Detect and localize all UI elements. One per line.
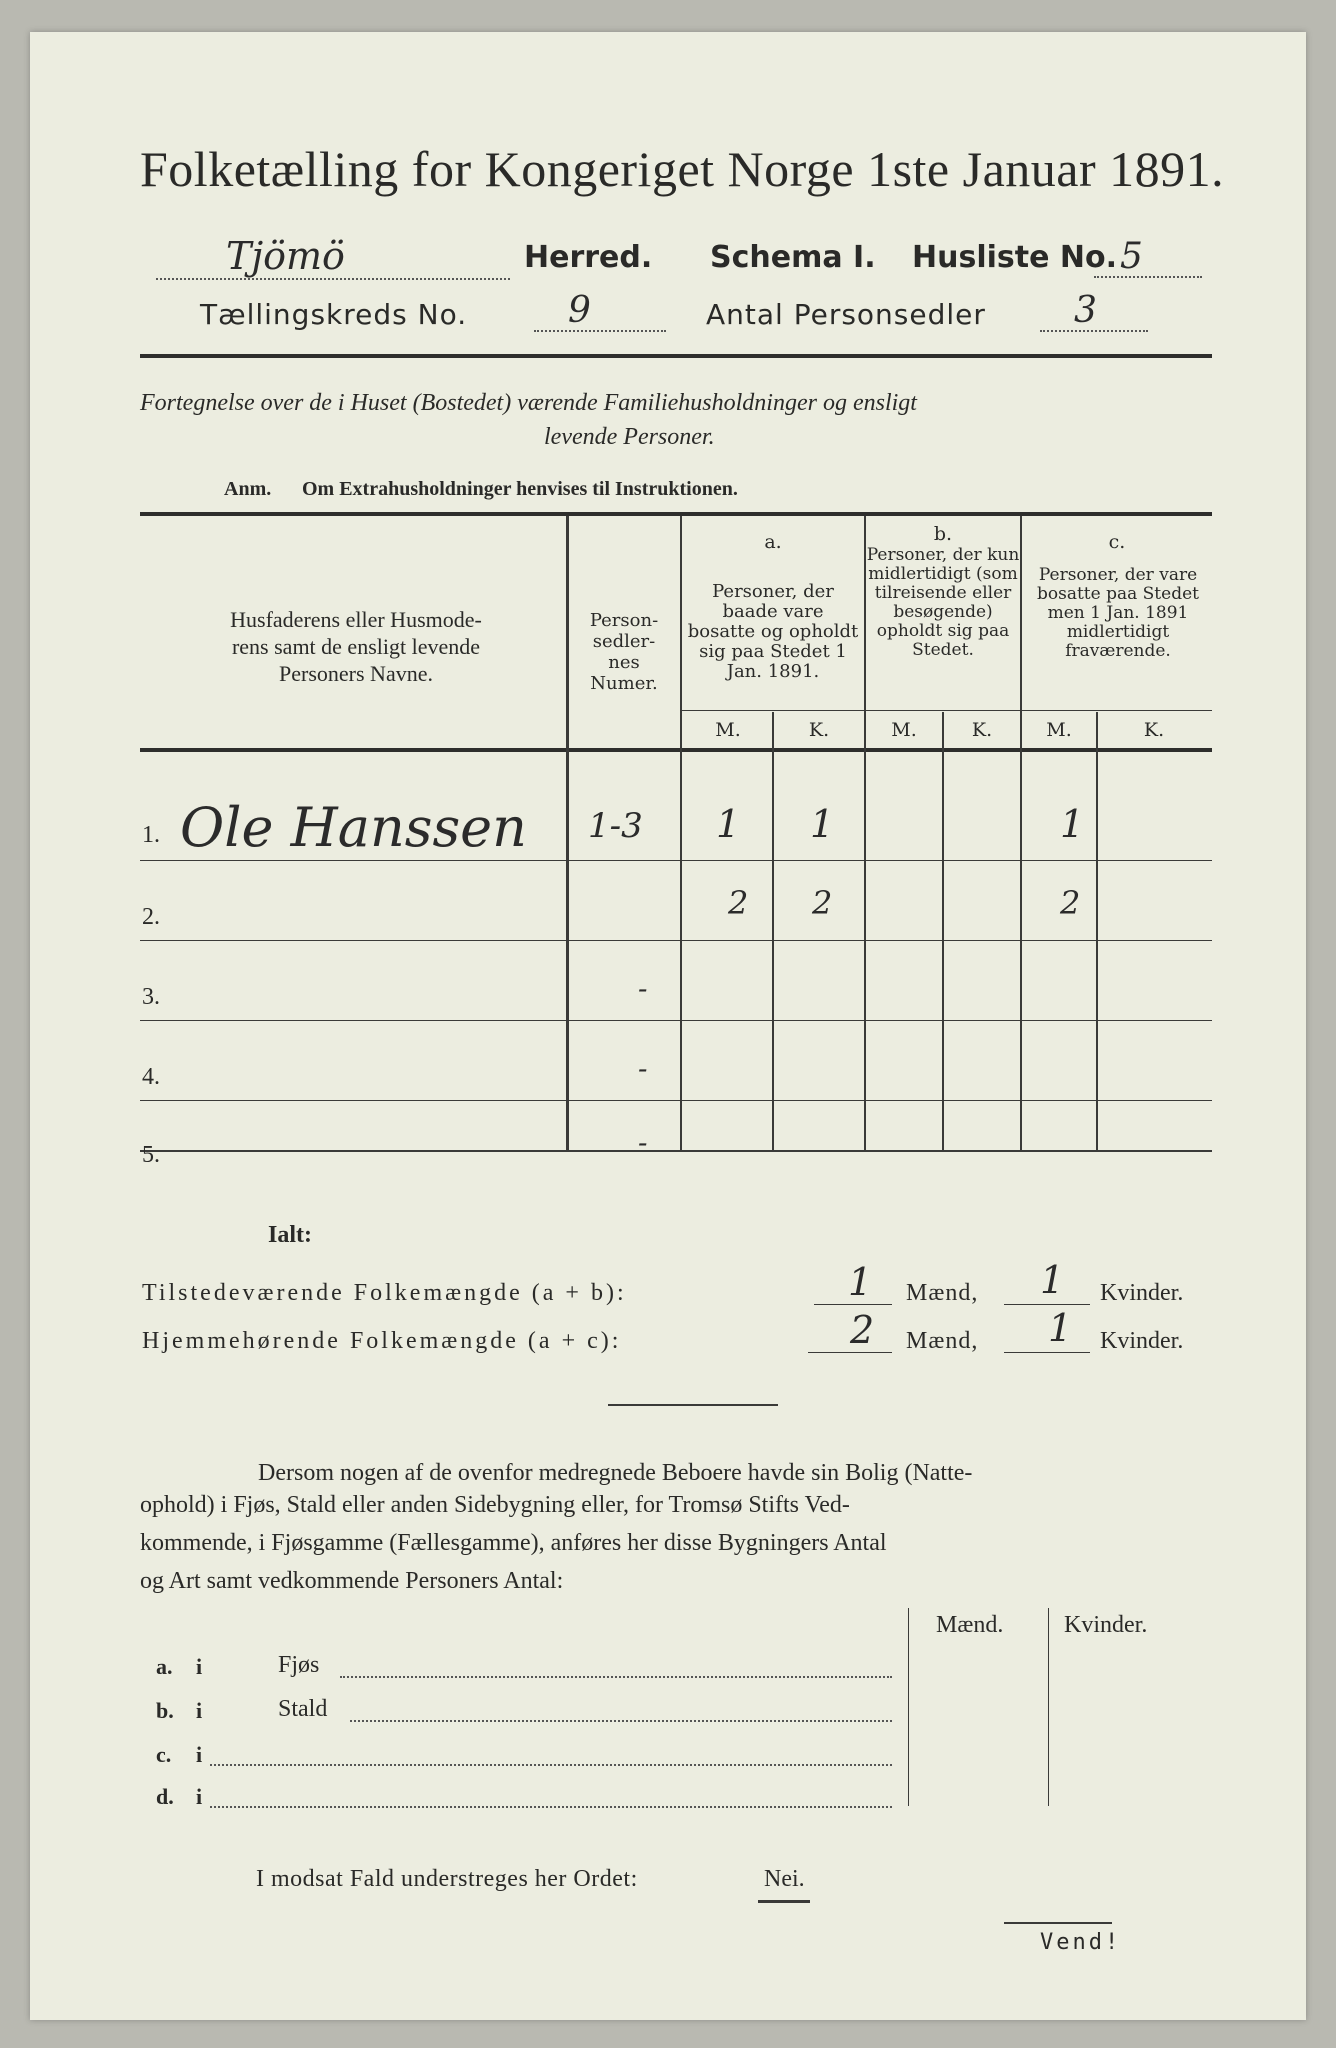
building-a-label: Fjøs: [278, 1652, 320, 1678]
row-4-numer: -: [638, 1052, 648, 1085]
col-a-k: K.: [808, 719, 830, 741]
building-c-letter: c.: [156, 1742, 172, 1767]
row-2-a-k: 2: [812, 884, 833, 922]
total-line2-k-rule: [1004, 1352, 1090, 1353]
col-line-b-mk: [942, 712, 944, 1150]
building-a-prep: i: [196, 1654, 203, 1679]
total-line2-m-rule: [808, 1352, 892, 1353]
col-header-b-letter: b.: [933, 523, 953, 545]
total-line2-maend: Mænd,: [906, 1328, 979, 1354]
col-line-c-mk: [1096, 712, 1098, 1150]
total-line2-kvinder: Kvinder.: [1100, 1328, 1184, 1354]
building-b-dots: [350, 1720, 892, 1722]
row-2-number: 2.: [142, 904, 160, 930]
table-bottom-rule: [140, 1150, 1212, 1152]
vend-text: Vend!: [1040, 1930, 1122, 1955]
col-b-m: M.: [891, 719, 917, 741]
husliste-field: [1094, 236, 1202, 278]
building-a-letter: a.: [156, 1654, 173, 1679]
col-header-b-text: Personer, der kun midlertidigt (som tilreisende eller besøgende) opholdt sig paa Stedet.: [866, 545, 1020, 660]
building-d-prep: i: [196, 1784, 203, 1809]
buildings-col-kvinder: Kvinder.: [1064, 1612, 1148, 1638]
col-header-numer: Person- sedler- nes Numer.: [589, 610, 659, 694]
row-rule-4: [140, 1100, 1212, 1101]
kreds-label: Tællingskreds No.: [200, 298, 468, 331]
total-line2-k: 1: [1048, 1306, 1073, 1350]
buildings-col-maend: Mænd.: [936, 1612, 1004, 1638]
table-head-rule: [140, 748, 1212, 752]
building-b-prep: i: [196, 1698, 203, 1723]
col-header-a-text: Personer, der baade vare bosatte og opholdt sig paa Stedet 1 Jan. 1891.: [687, 581, 859, 682]
row-2-a-m: 2: [728, 884, 749, 922]
herred-label: Herred.: [524, 240, 653, 275]
modsat-text: I modsat Fald understreges her Ordet:: [256, 1866, 638, 1892]
total-line1-m-rule: [814, 1304, 892, 1305]
total-line1-label: Tilstedeværende Folkemængde (a + b):: [142, 1280, 627, 1306]
husliste-value: 5: [1120, 236, 1143, 277]
total-line2-m: 2: [850, 1308, 875, 1352]
form-title: Folketælling for Kongeriget Norge 1ste Januar 1891.: [140, 141, 1225, 197]
row-rule-3: [140, 1020, 1212, 1021]
col-c-m: M.: [1046, 719, 1072, 741]
buildings-para-1: Dersom nogen af de ovenfor medregnede Beboere havde sin Bolig (Natte-: [258, 1460, 973, 1486]
total-line1-k-rule: [1004, 1304, 1090, 1305]
schema-label: Schema I.: [710, 240, 876, 275]
building-b-letter: b.: [156, 1698, 174, 1723]
header-rule: [140, 354, 1212, 358]
row-4-number: 4.: [142, 1064, 160, 1090]
col-line-a: [680, 516, 682, 1150]
mk-sub-rule: [680, 710, 1212, 711]
total-line1-maend: Mænd,: [906, 1280, 979, 1306]
col-header-names: Husfaderens eller Husmode- rens samt de ensligt levende Personers Navne.: [230, 607, 482, 686]
col-header-c-text: Personer, der vare bosatte paa Stedet men 1 Jan. 1891 midlertidigt fraværende.: [1037, 565, 1199, 661]
row-rule-1: [140, 860, 1212, 861]
husliste-label: Husliste No.: [912, 240, 1117, 275]
buildings-para-2: ophold) i Fjøs, Stald eller anden Sidebygning eller, for Tromsø Stifts Ved-: [140, 1492, 850, 1518]
anm-label: Anm.: [224, 478, 272, 500]
col-header-a-letter: a.: [764, 531, 782, 553]
row-1-a-k: 1: [810, 802, 835, 846]
col-line-numer: [566, 516, 569, 1150]
buildings-col-line-1: [908, 1608, 909, 1806]
row-1-numer: 1-3: [588, 806, 643, 846]
row-3-number: 3.: [142, 984, 160, 1010]
col-c-k: K.: [1143, 719, 1165, 741]
building-a-dots: [340, 1676, 892, 1678]
antal-label: Antal Personsedler: [706, 298, 986, 331]
herred-field: [156, 234, 510, 280]
building-d-dots: [210, 1806, 892, 1808]
building-c-prep: i: [196, 1742, 203, 1767]
anm-text: Om Extrahusholdninger henvises til Instruktionen.: [302, 478, 738, 500]
col-line-a-mk: [772, 712, 774, 1150]
kreds-field: [534, 290, 666, 332]
row-5-numer: -: [638, 1126, 648, 1159]
total-line2-label: Hjemmehørende Folkemængde (a + c):: [142, 1328, 622, 1354]
row-5-number: 5.: [142, 1142, 160, 1168]
row-1-number: 1.: [142, 822, 160, 848]
table-top-rule: [140, 512, 1212, 516]
buildings-para-3: kommende, i Fjøsgamme (Fællesgamme), anføres her disse Bygningers Antal: [140, 1530, 887, 1556]
col-header-c-letter: c.: [1108, 531, 1126, 553]
buildings-col-line-2: [1048, 1608, 1049, 1806]
antal-field: [1040, 290, 1148, 332]
building-b-label: Stald: [278, 1696, 328, 1722]
row-2-c-m: 2: [1060, 884, 1081, 922]
col-b-k: K.: [971, 719, 993, 741]
buildings-para-4: og Art samt vedkommende Personers Antal:: [140, 1568, 564, 1594]
building-d-letter: d.: [156, 1784, 174, 1809]
intro-text-1: Fortegnelse over de i Huset (Bostedet) værende Familiehusholdninger og ensligt: [140, 390, 917, 416]
row-1-c-m: 1: [1060, 802, 1085, 846]
census-form-sheet: [30, 32, 1306, 2020]
col-a-m: M.: [715, 719, 741, 741]
nei-word: Nei.: [764, 1866, 805, 1892]
total-line1-kvinder: Kvinder.: [1100, 1280, 1184, 1306]
antal-value: 3: [1074, 290, 1097, 331]
ialt-label: Ialt:: [268, 1222, 312, 1248]
herred-value: Tjömö: [226, 234, 345, 278]
intro-text-2: levende Personer.: [544, 424, 715, 450]
total-line1-k: 1: [1040, 1258, 1065, 1302]
kreds-value: 9: [568, 290, 591, 331]
building-c-dots: [210, 1764, 892, 1766]
col-line-c: [1020, 516, 1022, 1150]
total-line1-m: 1: [848, 1260, 873, 1304]
row-3-numer: -: [638, 972, 648, 1005]
row-rule-2: [140, 940, 1212, 941]
vend-rule: [1004, 1922, 1112, 1924]
section-divider: [608, 1404, 778, 1406]
nei-underline: [758, 1900, 810, 1903]
row-1-a-m: 1: [716, 802, 741, 846]
row-1-name: Ole Hanssen: [180, 796, 527, 859]
